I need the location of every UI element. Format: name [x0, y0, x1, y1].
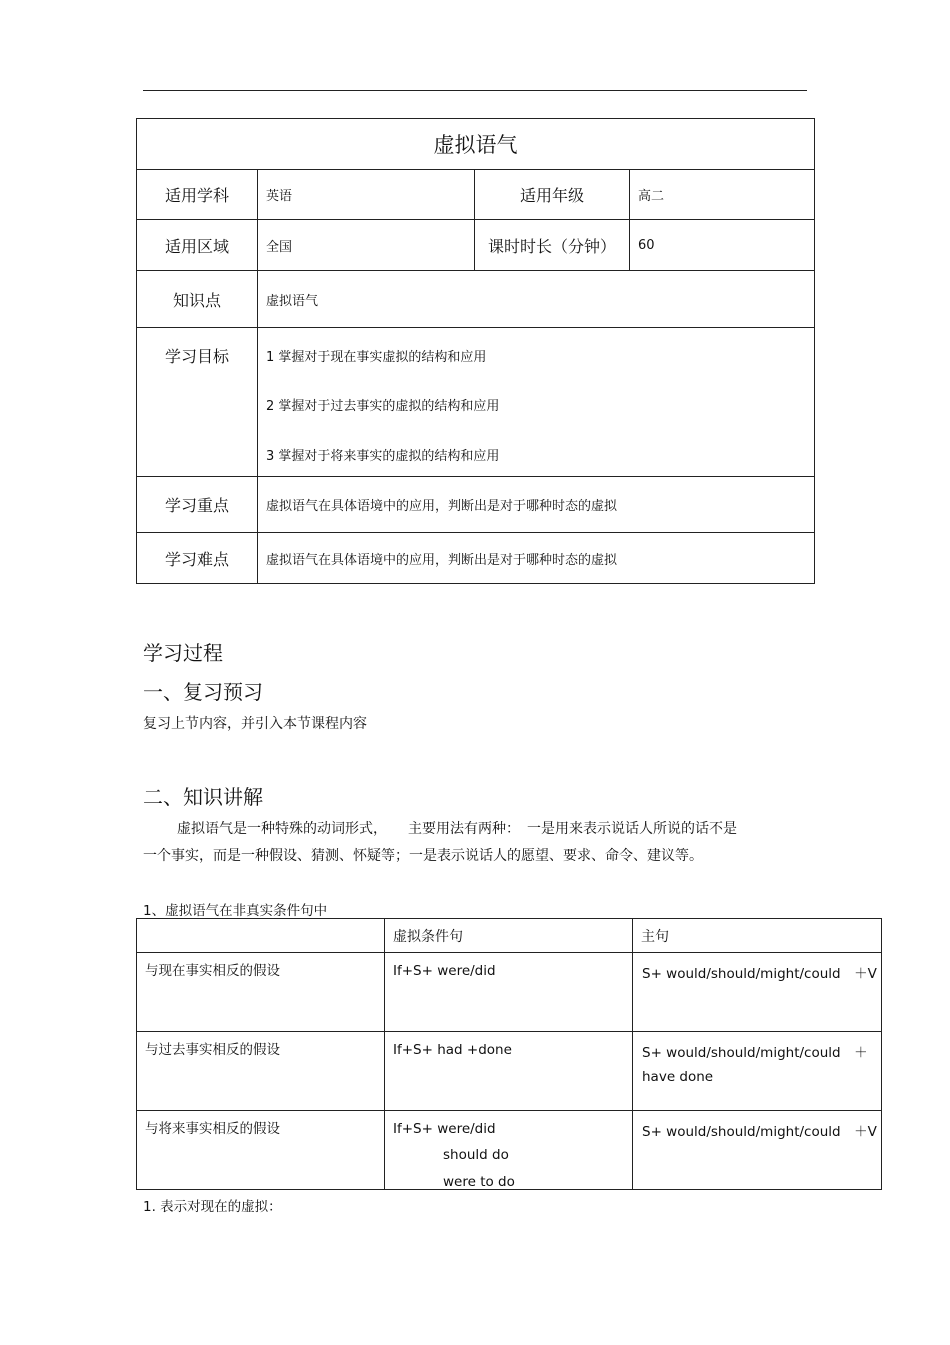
knowledge-value: 虚拟语气	[258, 271, 815, 328]
header-rule	[143, 90, 807, 91]
row-main: have done	[642, 1069, 714, 1085]
row-type: 与将来事实相反的假设	[145, 1121, 280, 1137]
row-condition: should do	[443, 1147, 509, 1163]
table-header-cell: 主句	[633, 919, 882, 953]
table-header-cell: 虚拟条件句	[385, 919, 633, 953]
row-main: S+ would/should/might/could ＋V	[642, 1124, 877, 1140]
table-row	[137, 953, 882, 1032]
row-main: S+ would/should/might/could ＋V	[642, 966, 877, 982]
focus-label: 学习重点	[137, 477, 258, 533]
table-cell	[633, 953, 882, 1032]
focus-value: 虚拟语气在具体语境中的应用，判断出是对于哪种时态的虚拟	[258, 477, 815, 533]
table-cell	[385, 953, 633, 1032]
table-cell	[385, 1032, 633, 1111]
grade-value: 高二	[630, 170, 815, 220]
table-cell	[633, 1032, 882, 1111]
goal-item: 1 掌握对于现在事实虚拟的结构和应用	[266, 350, 487, 365]
row-condition: If+S+ had +done	[393, 1042, 512, 1058]
section2-text-line1: 虚拟语气是一种特殊的动词形式， 主要用法有两种： 一是用来表示说话人所说的话不是	[177, 821, 737, 837]
row-main: S+ would/should/might/could ＋	[642, 1045, 868, 1061]
row-condition: If+S+ were/did	[393, 1121, 496, 1137]
difficulty-label: 学习难点	[137, 533, 258, 584]
difficulty-value: 虚拟语气在具体语境中的应用，判断出是对于哪种时态的虚拟	[258, 533, 815, 584]
duration-label: 课时时长（分钟）	[475, 220, 630, 271]
table-cell	[137, 1111, 385, 1190]
section2-title: 二、知识讲解	[143, 785, 263, 809]
table-cell	[385, 1111, 633, 1190]
table-row	[137, 1032, 882, 1111]
section2-text-line2: 一个事实，而是一种假设、猜测、怀疑等；一是表示说话人的愿望、要求、命令、建议等。	[143, 848, 703, 864]
goal-item: 3 掌握对于将来事实的虚拟的结构和应用	[266, 449, 500, 464]
process-heading: 学习过程	[143, 641, 223, 665]
footer-text: 1. 表示对现在的虚拟：	[143, 1199, 282, 1215]
section1-title: 一、复习预习	[143, 680, 263, 704]
lesson-title: 虚拟语气	[137, 119, 815, 170]
region-value: 全国	[258, 220, 475, 271]
goals-cell	[258, 328, 815, 477]
row-condition: were to do	[443, 1174, 515, 1190]
lesson-info-table	[136, 118, 815, 584]
conditional-table	[136, 918, 882, 1190]
table-row	[137, 1111, 882, 1190]
duration-value: 60	[630, 220, 815, 271]
knowledge-label: 知识点	[137, 271, 258, 328]
row-condition: If+S+ were/did	[393, 963, 496, 979]
table-cell	[137, 953, 385, 1032]
goal-item: 2 掌握对于过去事实的虚拟的结构和应用	[266, 399, 500, 414]
row-type: 与现在事实相反的假设	[145, 963, 280, 979]
subject-value: 英语	[258, 170, 475, 220]
goals-label: 学习目标	[137, 328, 258, 477]
table-cell	[633, 1111, 882, 1190]
section1-text: 复习上节内容，并引入本节课程内容	[143, 716, 367, 732]
row-type: 与过去事实相反的假设	[145, 1042, 280, 1058]
subject-label: 适用学科	[137, 170, 258, 220]
sub1-title: 1、虚拟语气在非真实条件句中	[143, 903, 328, 919]
grade-label: 适用年级	[475, 170, 630, 220]
table-cell	[137, 1032, 385, 1111]
table-header-cell	[137, 919, 385, 953]
region-label: 适用区域	[137, 220, 258, 271]
